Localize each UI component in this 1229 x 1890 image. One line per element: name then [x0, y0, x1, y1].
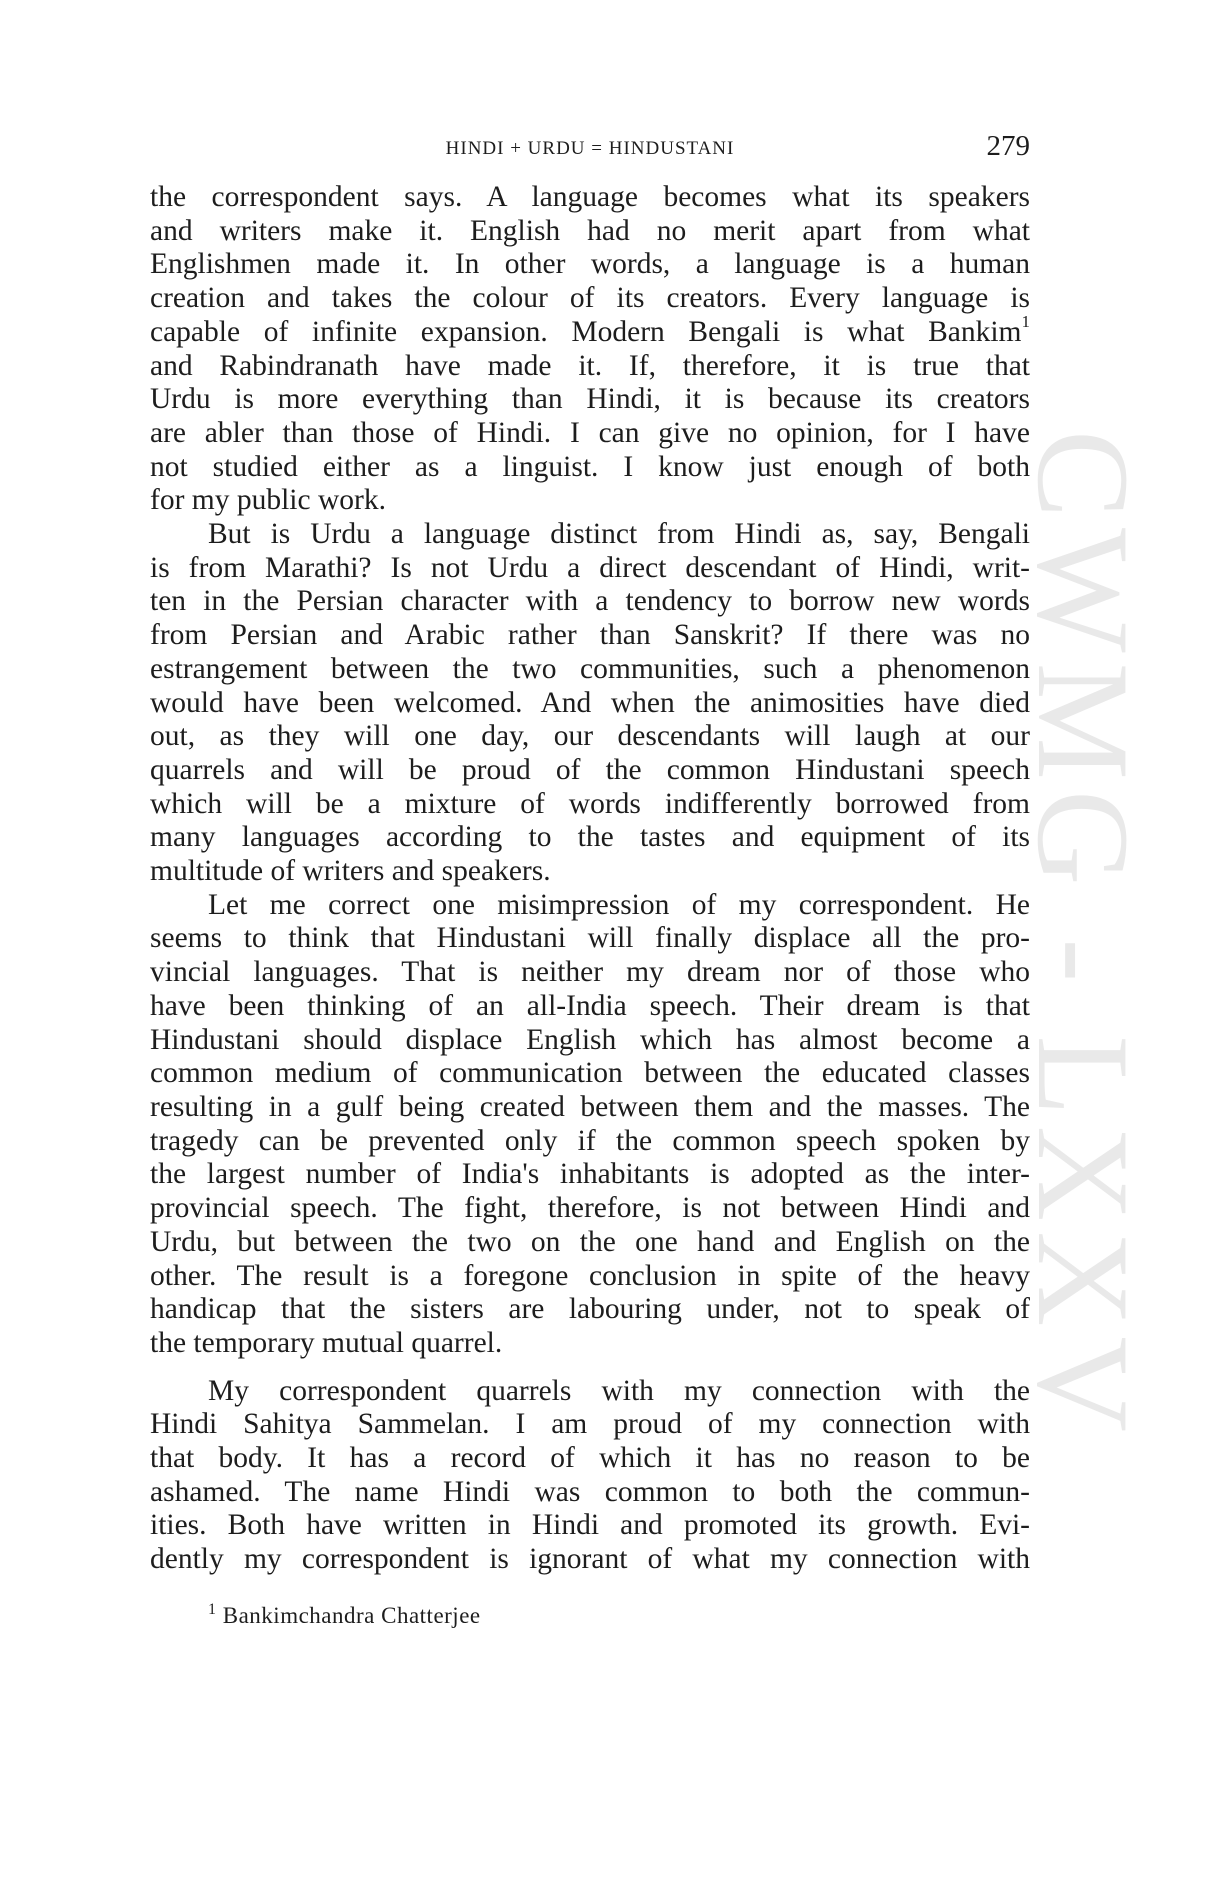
- paragraph-gap: [150, 1361, 1030, 1375]
- text-line: estrangement between the two communities, such a phenomenon: [150, 652, 1030, 685]
- text-line: capable of infinite expansion. Modern Bengali is what Bankim: [150, 315, 1022, 348]
- text-line: would have been welcomed. And when the animosities have died: [150, 686, 1030, 719]
- text-line: out, as they will one day, our descendants will laugh at our: [150, 720, 1030, 753]
- paragraph-2: [150, 518, 1030, 889]
- text-line: which will be a mixture of words indifferently borrowed from: [150, 787, 1030, 820]
- body-text: [150, 181, 1030, 1577]
- paragraph-3: [150, 889, 1030, 1361]
- text-line: Urdu is more everything than Hindi, it is because its creators: [150, 383, 1030, 416]
- text-line: the largest number of India's inhabitants is adopted as the inter-: [150, 1158, 1030, 1191]
- running-head: [150, 130, 1030, 170]
- paragraph-1: [150, 181, 1030, 518]
- text-line: other. The result is a foregone conclusion in spite of the heavy: [150, 1259, 1030, 1292]
- text-line: have been thinking of an all-India speech. Their dream is that: [150, 989, 1030, 1022]
- watermark-text: CWMG - LXXV: [1010, 430, 1157, 1442]
- text-line: the correspondent says. A language becomes what its speakers: [150, 181, 1030, 213]
- text-line: tragedy can be prevented only if the common speech spoken by: [150, 1124, 1030, 1157]
- watermark: [1010, 430, 1160, 1470]
- text-line: quarrels and will be proud of the common Hindustani speech: [150, 753, 1030, 786]
- text-line: are abler than those of Hindi. I can give no opinion, for I have: [150, 416, 1030, 449]
- footnote-text: Bankimchandra Chatterjee: [222, 1603, 481, 1628]
- text-line: My correspondent quarrels with my connection with the: [208, 1374, 1030, 1407]
- page-number: 279: [986, 130, 1030, 162]
- text-line: ashamed. The name Hindi was common to both the commun-: [150, 1475, 1030, 1508]
- text-line: vincial languages. That is neither my dream nor of those who: [150, 956, 1030, 989]
- text-line: ten in the Persian character with a tendency to borrow new words: [150, 585, 1030, 618]
- text-line: and Rabindranath have made it. If, therefore, it is true that: [150, 349, 1030, 382]
- text-line: seems to think that Hindustani will finally displace all the pro-: [150, 922, 1030, 955]
- text-line: and writers make it. English had no merit apart from what: [150, 214, 1030, 247]
- text-line: not studied either as a linguist. I know just enough of both: [150, 450, 1030, 483]
- text-line: that body. It has a record of which it has no reason to be: [150, 1442, 1030, 1475]
- text-line: Let me correct one misimpression of my correspondent. He: [208, 888, 1030, 921]
- text-line-with-footnote: [150, 311, 1030, 350]
- text-line: provincial speech. The fight, therefore, is not between Hindi and: [150, 1192, 1030, 1225]
- paragraph-4: [150, 1375, 1030, 1577]
- footnote: [208, 1603, 481, 1629]
- text-line: is from Marathi? Is not Urdu a direct descendant of Hindi, writ-: [150, 551, 1030, 584]
- text-line: many languages according to the tastes and equipment of its: [150, 821, 1030, 854]
- text-line: Hindi Sahitya Sammelan. I am proud of my connection with: [150, 1408, 1030, 1441]
- footnote-reference[interactable]: 1: [1021, 311, 1030, 331]
- text-line: But is Urdu a language distinct from Hindi as, say, Bengali: [208, 518, 1030, 551]
- text-line: the temporary mutual quarrel.: [150, 1326, 503, 1359]
- text-line: common medium of communication between the educated classes: [150, 1057, 1030, 1090]
- text-line: Englishmen made it. In other words, a language is a human: [150, 248, 1030, 281]
- footnote-marker: 1: [208, 1601, 217, 1618]
- running-title: HINDI + URDU = HINDUSTANI: [445, 138, 735, 159]
- text-line: Hindustani should displace English which has almost become a: [150, 1023, 1030, 1056]
- text-line: ities. Both have written in Hindi and promoted its growth. Evi-: [150, 1509, 1030, 1542]
- text-line: Urdu, but between the two on the one hand and English on the: [150, 1225, 1030, 1258]
- text-line: for my public work.: [150, 484, 386, 517]
- text-line: handicap that the sisters are labouring under, not to speak of: [150, 1293, 1030, 1326]
- text-line: from Persian and Arabic rather than Sanskrit? If there was no: [150, 619, 1030, 652]
- text-line: resulting in a gulf being created between them and the masses. The: [150, 1090, 1030, 1123]
- text-line: dently my correspondent is ignorant of what my connection with: [150, 1543, 1030, 1576]
- text-line: creation and takes the colour of its creators. Every language is: [150, 282, 1030, 315]
- text-line: multitude of writers and speakers.: [150, 855, 551, 888]
